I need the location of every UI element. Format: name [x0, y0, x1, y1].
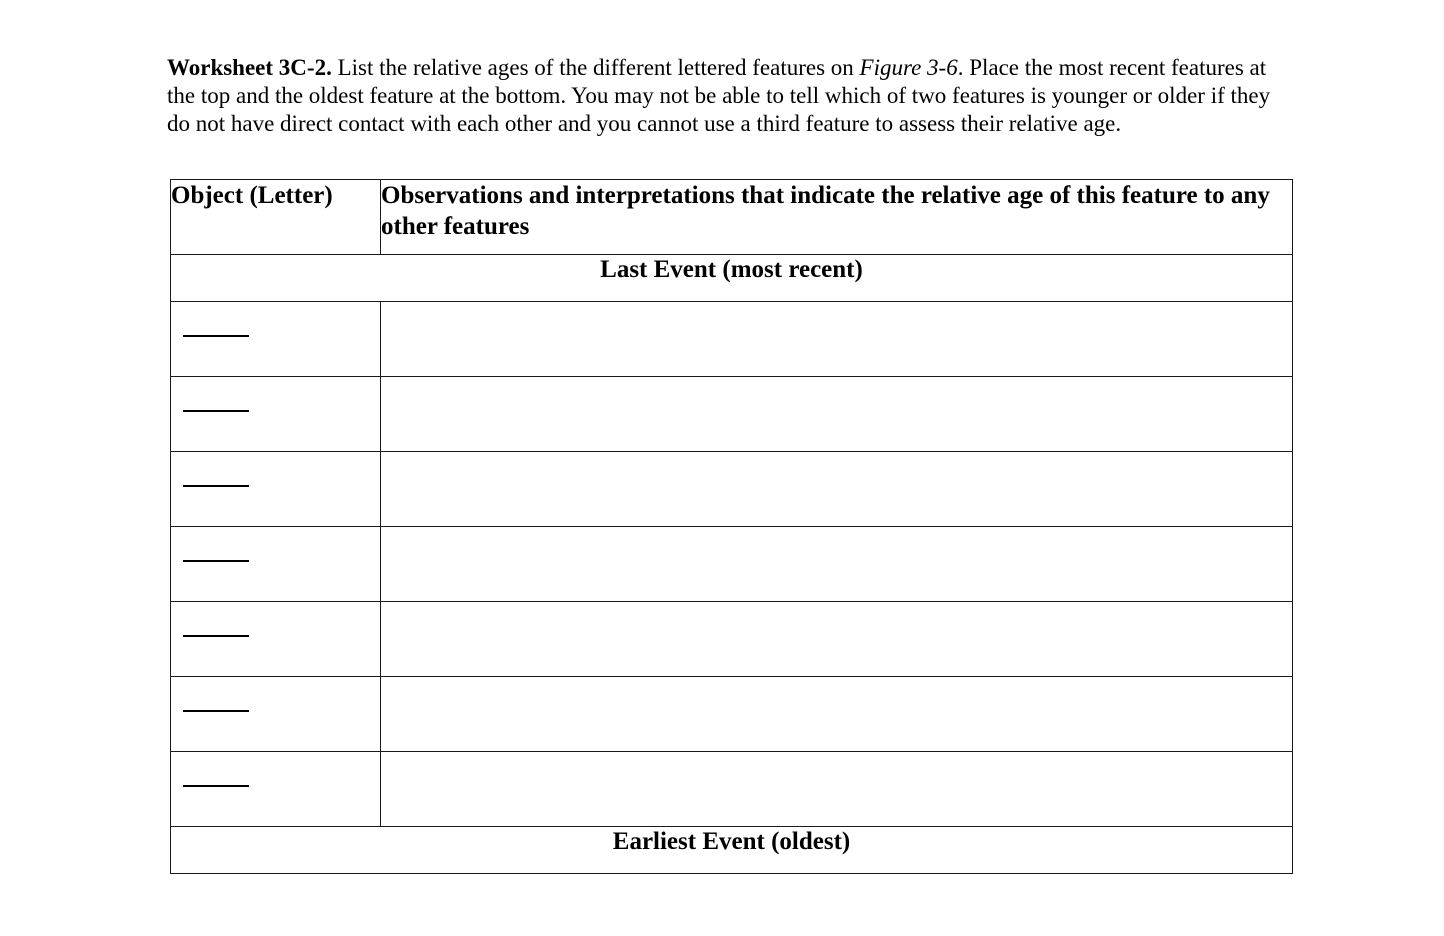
- instructions-text-part-2: . Place the most recent features at the top and the oldest feature at the bottom. You may not be able to tell which of two features is younger or older if they do not have direct contact with each other and you cannot use a third feature to assess their relative age.: [167, 55, 1271, 136]
- letter-cell[interactable]: [171, 377, 381, 452]
- table-row: [171, 677, 1293, 752]
- last-event-label: Last Event (most recent): [171, 255, 1293, 302]
- table-row: [171, 452, 1293, 527]
- letter-cell[interactable]: [171, 302, 381, 377]
- table-row: [171, 377, 1293, 452]
- observation-cell[interactable]: [381, 452, 1293, 527]
- last-event-row: [171, 255, 1293, 302]
- observation-cell[interactable]: [381, 677, 1293, 752]
- table-header-row: [171, 180, 1293, 255]
- letter-cell[interactable]: [171, 602, 381, 677]
- table-row: [171, 527, 1293, 602]
- letter-cell[interactable]: [171, 677, 381, 752]
- table-row: [171, 302, 1293, 377]
- observation-cell[interactable]: [381, 752, 1293, 827]
- relative-age-table: [170, 179, 1293, 874]
- observations-header: Observations and interpretations that indicate the relative age of this feature to any other features: [381, 180, 1293, 255]
- letter-cell[interactable]: [171, 527, 381, 602]
- letter-blank-line: [183, 635, 249, 637]
- letter-blank-line: [183, 335, 249, 337]
- letter-blank-line: [183, 485, 249, 487]
- letter-cell[interactable]: [171, 452, 381, 527]
- letter-cell[interactable]: [171, 752, 381, 827]
- observation-cell[interactable]: [381, 377, 1293, 452]
- letter-blank-line: [183, 785, 249, 787]
- table-row: [171, 602, 1293, 677]
- observation-cell[interactable]: [381, 602, 1293, 677]
- letter-blank-line: [183, 560, 249, 562]
- object-letter-header: Object (Letter): [171, 180, 381, 255]
- instructions-text-part-1: List the relative ages of the different lettered features on: [331, 55, 860, 80]
- letter-blank-line: [183, 710, 249, 712]
- worksheet-label: Worksheet 3C-2.: [167, 55, 332, 80]
- letter-blank-line: [183, 410, 249, 412]
- table-row: [171, 752, 1293, 827]
- earliest-event-label: Earliest Event (oldest): [171, 827, 1293, 874]
- observation-cell[interactable]: [381, 302, 1293, 377]
- figure-reference: Figure 3-6: [859, 55, 958, 80]
- worksheet-instructions: [167, 54, 1292, 138]
- earliest-event-row: [171, 827, 1293, 874]
- observation-cell[interactable]: [381, 527, 1293, 602]
